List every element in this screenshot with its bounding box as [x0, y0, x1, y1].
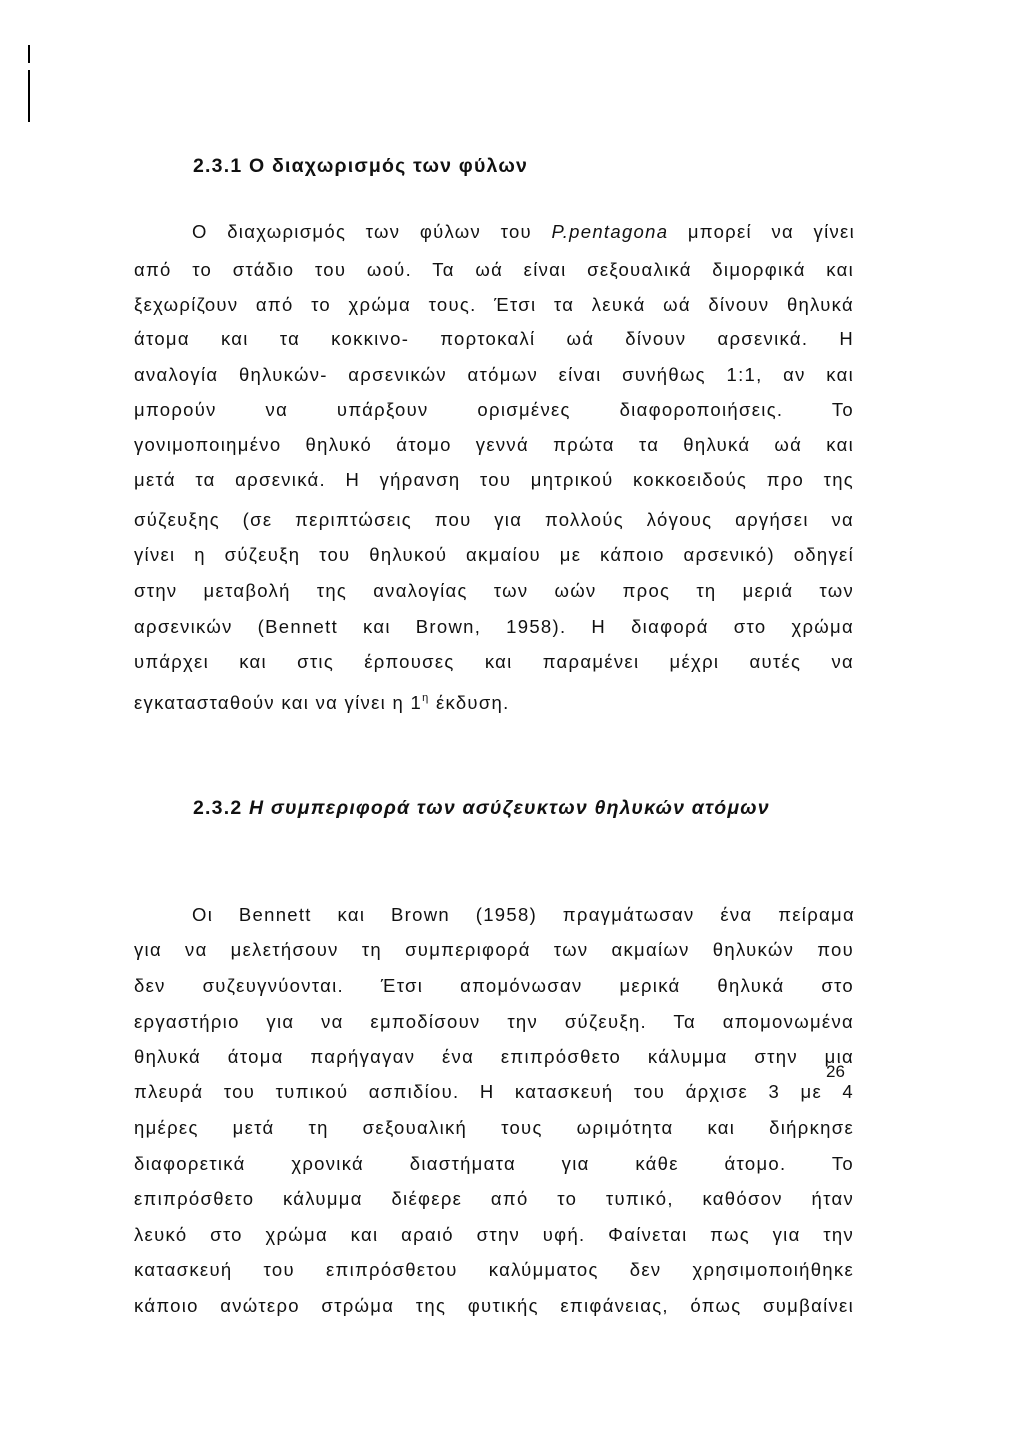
text-run: μπορεί να γίνει — [668, 221, 855, 242]
paragraph-line: μετά τα αρσενικά. Η γήρανση του μητρικού κοκκοειδούς προ της — [134, 469, 854, 490]
paragraph-line: για να μελετήσουν τη συμπεριφορά των ακμαίων θηλυκών που — [134, 939, 854, 960]
text-run: εγκατασταθούν και να γίνει η 1 — [134, 692, 423, 713]
section-heading-2-3-1: 2.3.1 Ο διαχωρισμός των φύλων — [193, 155, 529, 177]
paragraph-line: γίνει η σύζευξη του θηλυκού ακμαίου με κάποιο αρσενικό) οδηγεί — [134, 544, 854, 565]
paragraph-line — [134, 686, 510, 715]
paragraph-line: αρσενικών (Bennett και Brown, 1958). Η διαφορά στο χρώμα — [134, 616, 854, 637]
section-heading-2-3-2 — [193, 797, 770, 820]
text-run: έκδυση. — [429, 692, 510, 713]
paragraph-line: υπάρχει και στις έρπουσες και παραμένει μέχρι αυτές να — [134, 651, 854, 672]
paragraph-line — [192, 220, 855, 244]
paragraph-line: δεν συζευγνύονται. Έτσι απομόνωσαν μερικά θηλυκά στο — [134, 975, 854, 996]
scan-margin-rule-top — [28, 45, 30, 63]
paragraph-line: στην μεταβολή της αναλογίας των ωών προς τη μεριά των — [134, 580, 854, 601]
paragraph-line: κατασκευή του επιπρόσθετου καλύμματος δεν χρησιμοποιήθηκε — [134, 1259, 854, 1280]
paragraph-line: πλευρά του τυπικού ασπιδίου. Η κατασκευή του άρχισε 3 με 4 — [134, 1081, 854, 1102]
paragraph-line: επιπρόσθετο κάλυμμα διέφερε από το τυπικό, καθόσον ήταν — [134, 1188, 854, 1209]
paragraph-line: μπορούν να υπάρξουν ορισμένες διαφοροποιήσεις. Το — [134, 399, 854, 420]
section-number: 2.3.2 — [193, 797, 243, 819]
paragraph-line: σύζευξης (σε περιπτώσεις που για πολλούς λόγους αργήσει να — [134, 509, 854, 530]
paragraph-line: διαφορετικά χρονικά διαστήματα για κάθε άτομο. Το — [134, 1153, 854, 1174]
scan-margin-rule-bottom — [28, 70, 30, 122]
section-title: Η συμπεριφορά των ασύζευκτων θηλυκών ατόμων — [249, 797, 770, 819]
paragraph-line: θηλυκά άτομα παρήγαγαν ένα επιπρόσθετο κάλυμμα στην μια — [134, 1046, 854, 1067]
page-number: 26 — [826, 1062, 845, 1081]
paragraph-line: άτομα και τα κοκκινο- πορτοκαλί ωά δίνουν αρσενικά. Η — [134, 328, 854, 349]
text-run: Ο διαχωρισμός των φύλων του — [192, 221, 552, 242]
paragraph-line: λευκό στο χρώμα και αραιό στην υφή. Φαίνεται πως για την — [134, 1224, 854, 1245]
paragraph-line: ημέρες μετά τη σεξουαλική τους ωριμότητα και διήρκησε — [134, 1117, 854, 1138]
paragraph-line: γονιμοποιημένο θηλυκό άτομο γεννά πρώτα τα θηλυκά ωά και — [134, 434, 854, 455]
paragraph-line: από το στάδιο του ωού. Τα ωά είναι σεξουαλικά διμορφικά και — [134, 259, 854, 280]
paragraph-line: ξεχωρίζουν από το χρώμα τους. Έτσι τα λευκά ωά δίνουν θηλυκά — [134, 294, 854, 315]
paragraph-line: αναλογία θηλυκών- αρσενικών ατόμων είναι συνήθως 1:1, αν και — [134, 364, 854, 385]
ordinal-superscript: η — [422, 692, 430, 704]
species-name: P.pentagona — [551, 221, 669, 242]
paragraph-line: κάποιο ανώτερο στρώμα της φυτικής επιφάνειας, όπως συμβαίνει — [134, 1295, 854, 1316]
paragraph-line: εργαστήριο για να εμποδίσουν την σύζευξη. Τα απομονωμένα — [134, 1011, 854, 1032]
paragraph-line: Οι Bennett και Brown (1958) πραγμάτωσαν ένα πείραμα — [192, 904, 855, 925]
